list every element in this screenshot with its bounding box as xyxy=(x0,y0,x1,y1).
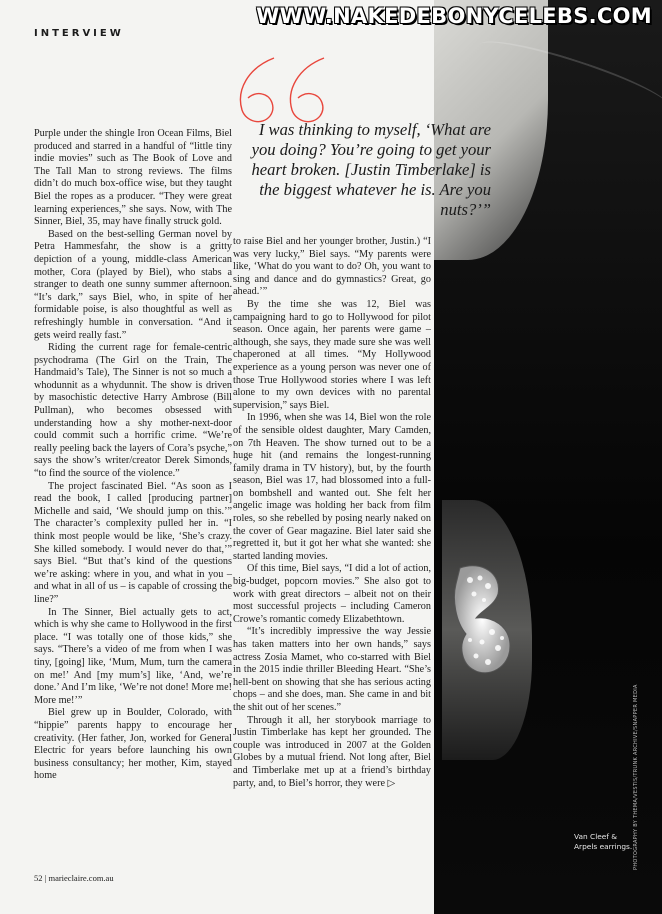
article-column-right xyxy=(233,236,431,790)
earring-image xyxy=(452,560,518,680)
paragraph: Based on the best-selling German novel by Petra Hammesfahr, the show is a gritty depiction of a young, middle-class American mother, Cora (played by Biel), who stabs a stranger to death one sunny summer afternoon. “It’s dark,” says Biel, who, in spite of her formidable poise, is also thoughtful as well as refreshingly humble in conversation. “And it gets weird really fast.” xyxy=(34,228,232,341)
page-folio: 52 | marieclaire.com.au xyxy=(34,873,114,883)
photo-credit xyxy=(633,684,643,870)
paragraph: In 1996, when she was 14, Biel won the role of the sensible oldest daughter, Mary Camden, on 7th Heaven. The show turned out to be a huge hit (and remains the longest-running family drama in TV history), but, by the fourth season, Biel was 17, had blossomed into a full-on bombshell and wanted out. She felt her angelic image was holding her back from film roles, so she rebelled by posing nearly naked on the cover of Gear magazine. Biel later said she regretted it, but it got her what she wanted: she started landing movies. xyxy=(233,412,431,562)
photo-caption: Van Cleef & Arpels earrings. xyxy=(574,832,633,851)
paragraph: In The Sinner, Biel actually gets to act, which is why she came to Hollywood in the first place. “I was totally one of those kids,” she says. “There’s a video of me from when I was tiny, [going] like, ‘Mum, Mum, turn the camera on me!’ And [my mum’s] like, ‘And, we’re done.’ And I’m like, ‘We’re not done! More me! More me!’” xyxy=(34,606,232,706)
photo-credit-text: PHOTOGRAPHY BY THEMA/VESTIS/TRUNK ARCHIVE/SNAPPER MEDIA xyxy=(633,684,639,870)
section-label: INTERVIEW xyxy=(34,28,124,39)
paragraph: Biel grew up in Boulder, Colorado, with “hippie” parents happy to encourage her creativity. (Her father, Jon, worked for General Electric for years before launching his own business consultancy; her mother, Kim, stayed home xyxy=(34,707,232,782)
article-column-left xyxy=(34,128,232,783)
paragraph: Through it all, her storybook marriage to Justin Timberlake has kept her grounded. The couple was introduced in 2007 at the Golden Globes by a mutual friend. Not long after, Biel and Timberlake met up at a friend’s birthday party, and, to Biel’s horror, they were ▷ xyxy=(233,714,431,789)
paragraph: “It’s incredibly impressive the way Jessie has taken matters into her own hands,” says actress Zosia Mamet, who co-starred with Biel in the 2015 indie thriller Bleeding Heart. “She’s hell-bent on showing that she has serious acting chops – and she does, man. She came in and bit the shit out of her scenes.” xyxy=(233,626,431,713)
paragraph: Purple under the shingle Iron Ocean Films, Biel produced and starred in a handful of “little tiny indie movies” such as The Book of Love and The Tall Man to strong reviews. The films didn’t do much box-office wise, but they taught Biel the ropes as a producer. “They were great learning experiences,” she says. Now, with The Sinner, Biel, 35, may have finally struck gold. xyxy=(34,128,232,228)
paragraph: Of this time, Biel says, “I did a lot of action, big-budget, popcorn movies.” She also got to work with great directors – albeit not on their most successful projects – including Cameron Crowe’s romantic comedy Elizabethtown. xyxy=(233,563,431,625)
paragraph: to raise Biel and her younger brother, Justin.) “I was very lucky,” Biel says. “My parents were like, ‘What do you want to do? Oh, you want to sing and dance and do gymnastics? Great, go ahead.’” xyxy=(233,236,431,298)
paragraph: By the time she was 12, Biel was campaigning hard to go to Hollywood for pilot season. Once again, her parents were game – although, she says, they made sure she was well chaperoned at all times. “My Hollywood experience as a young person was never one of those True Hollywood stories where I was left alone to my own devices with no parental supervision,” says Biel. xyxy=(233,298,431,411)
paragraph: Riding the current rage for female-centric psychodrama (The Girl on the Train, The Handmaid’s Tale), The Sinner is not so much a whodunnit as a whydunnit. The show is driven by masochistic detective Harry Ambrose (Bill Pullman), who becomes obsessed with understanding how a shy mother-next-door could commit such a horrific crime. “We’re really peeling back the layers of Cora’s psyche,” says the show’s writer/creator Derek Simonds, “to find the source of the violence.” xyxy=(34,342,232,480)
pull-quote: I was thinking to myself, ‘What are you doing? You’re going to get your heart broken. [Justin Timberlake] is the biggest whatever he is. Are you nuts?’” xyxy=(251,120,491,219)
watermark: WWW.NAKEDEBONYCELEBS.COM xyxy=(256,4,652,28)
paragraph: The project fascinated Biel. “As soon as I read the book, I called [producing partner] Michelle and said, ‘We should jump on this.’” The character’s complexity pulled her in. “I think most people would be like, ‘She’s crazy. She killed somebody. I would never do that,’” says Biel. “But that’s kind of the questions we’re asking: where in you, and what in you – and what in all of us – is capable of crossing the line?” xyxy=(34,480,232,605)
